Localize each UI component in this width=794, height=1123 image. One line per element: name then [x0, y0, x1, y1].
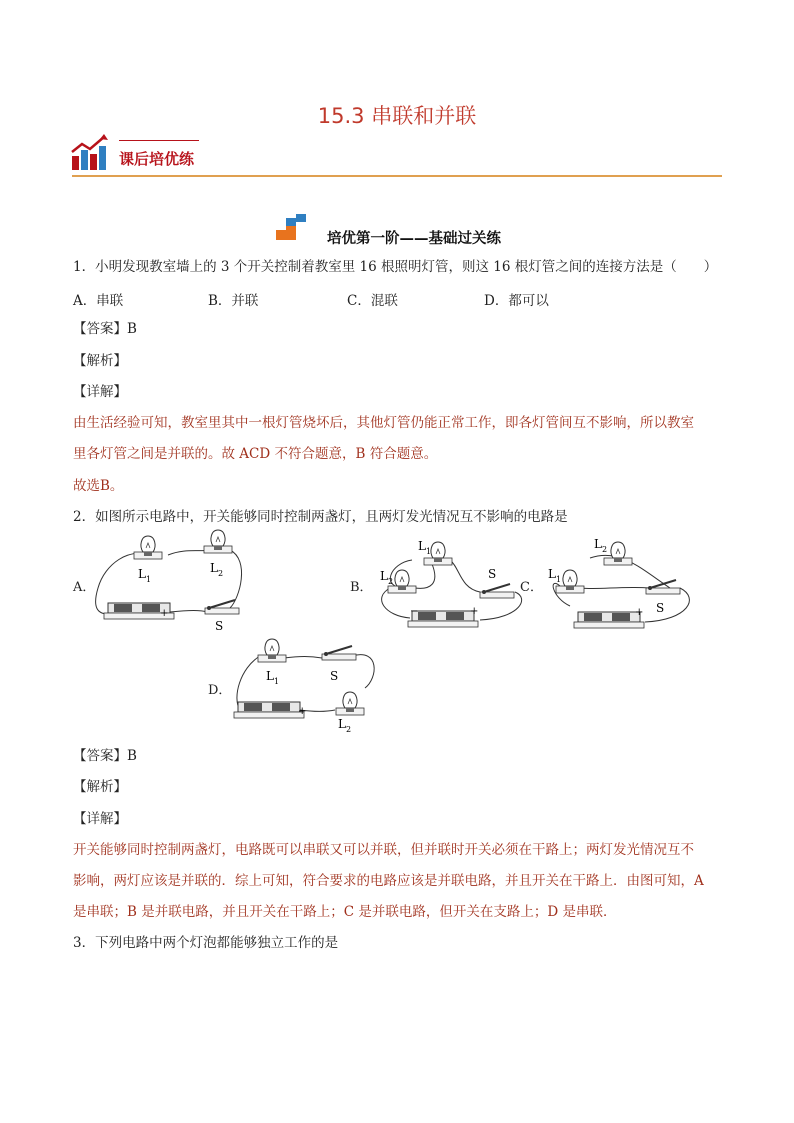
q2-option-c-label: C． — [520, 580, 543, 595]
svg-text:S: S — [656, 601, 665, 615]
q2-circuit-figures — [60, 528, 700, 740]
bar-chart-logo-icon — [70, 134, 110, 172]
svg-text:−: − — [410, 606, 419, 617]
svg-text:1: 1 — [426, 547, 432, 556]
svg-text:S: S — [488, 567, 497, 581]
svg-text:2: 2 — [346, 725, 352, 734]
section-top-rule — [119, 140, 199, 141]
svg-text:2: 2 — [218, 569, 224, 578]
svg-text:+: + — [635, 607, 644, 618]
q2-explanation-2: 影响，两灯应该是并联的．综上可知，符合要求的电路应该是并联电路，并且开关在干路上．由图可知，A — [73, 873, 704, 889]
svg-text:L: L — [548, 567, 556, 581]
q1-option-a: A．串联 — [73, 293, 124, 309]
q2-explanation-1: 开关能够同时控制两盏灯，电路既可以串联又可以并联，但并联时开关必须在干路上；两灯发光情况互不 — [73, 842, 694, 858]
q1-option-d: D．都可以 — [484, 293, 549, 309]
svg-text:L: L — [594, 537, 602, 551]
q1-stem: 1．小明发现教室墙上的 3 个开关控制着教室里 16 根照明灯管，则这 16 根灯管之间的连接方法是（ ） — [73, 259, 718, 275]
circuit-a — [96, 530, 242, 633]
q1-analysis: 【解析】 — [73, 353, 127, 369]
svg-text:L: L — [138, 567, 146, 581]
subheading: 培优第一阶——基础过关练 — [327, 231, 501, 247]
svg-text:L: L — [210, 561, 218, 575]
q2-detail: 【详解】 — [73, 811, 127, 827]
q2-option-d-label: D． — [208, 683, 232, 698]
q2-answer: 【答案】B — [73, 748, 137, 764]
q2-stem: 2．如图所示电路中，开关能够同时控制两盏灯，且两灯发光情况互不影响的电路是 — [73, 509, 568, 525]
svg-text:S: S — [215, 619, 224, 633]
svg-text:1: 1 — [556, 575, 562, 584]
q1-option-b: B．并联 — [208, 293, 259, 309]
section-divider — [72, 175, 722, 177]
q1-option-c: C．混联 — [347, 293, 398, 309]
page-title: 15.3 串联和并联 — [317, 104, 477, 128]
q1-detail: 【详解】 — [73, 384, 127, 400]
q1-explanation-2: 里各灯管之间是并联的。故 ACD 不符合题意，B 符合题意。 — [73, 446, 438, 462]
circuit-b — [380, 539, 522, 627]
svg-text:1: 1 — [274, 677, 280, 686]
svg-text:S: S — [330, 669, 339, 683]
section-label: 课后培优练 — [119, 150, 195, 168]
svg-text:L: L — [266, 669, 274, 683]
svg-text:L: L — [418, 539, 426, 553]
q1-conclusion: 故选B。 — [73, 478, 124, 494]
q2-analysis: 【解析】 — [73, 779, 127, 795]
svg-text:2: 2 — [388, 577, 394, 586]
circuit-c — [548, 537, 689, 628]
svg-text:+: + — [298, 706, 307, 717]
q2-option-a-label: A． — [73, 580, 96, 595]
q2-option-b-label: B． — [350, 580, 373, 595]
q3-stem: 3．下列电路中两个灯泡都能够独立工作的是 — [73, 935, 339, 951]
svg-text:+: + — [470, 606, 479, 617]
svg-text:+: + — [160, 608, 169, 619]
circuit-d — [234, 639, 374, 734]
svg-text:2: 2 — [602, 545, 608, 554]
q1-explanation-1: 由生活经验可知，教室里其中一根灯管烧坏后，其他灯管仍能正常工作，即各灯管间互不影响，所以教室 — [73, 415, 694, 431]
q1-answer: 【答案】B — [73, 321, 137, 337]
svg-text:L: L — [338, 717, 346, 731]
svg-text:L: L — [380, 569, 388, 583]
q2-explanation-3: 是串联；B 是并联电路，并且开关在干路上；C 是并联电路，但开关在支路上；D 是串联． — [73, 904, 617, 920]
svg-text:1: 1 — [146, 575, 152, 584]
